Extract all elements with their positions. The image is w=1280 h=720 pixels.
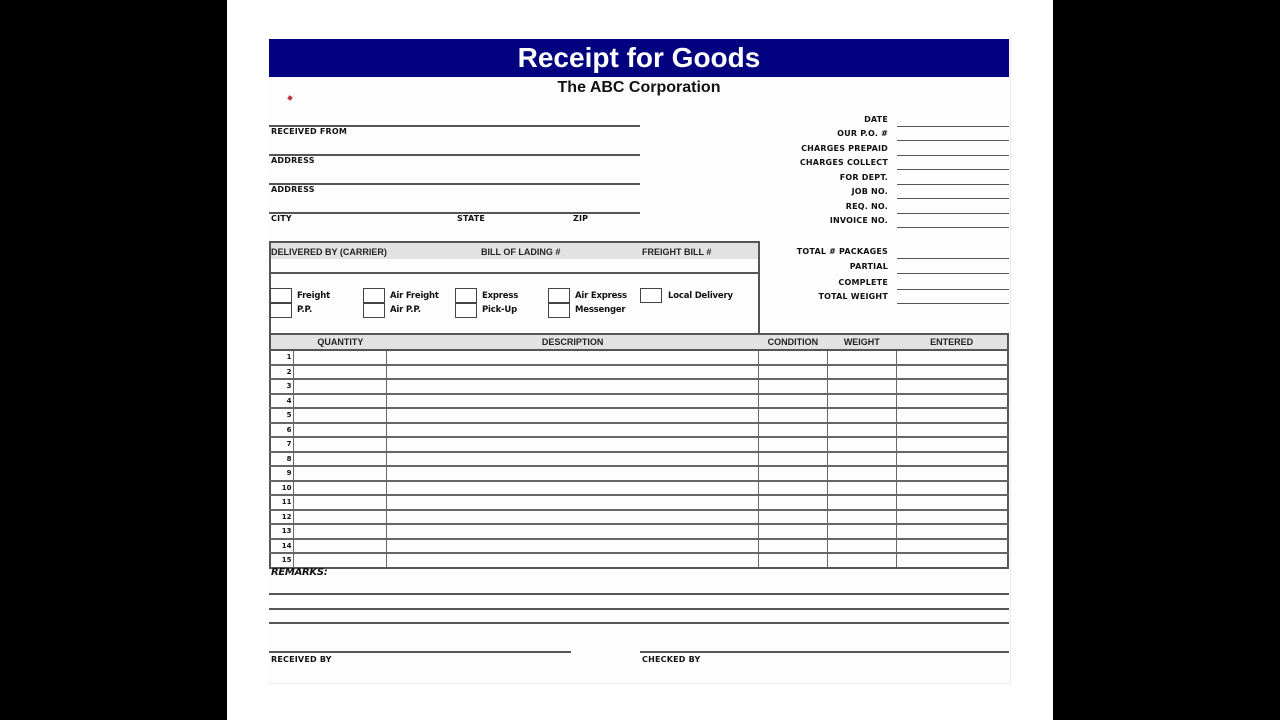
items-table <box>269 333 1009 569</box>
address1-line[interactable] <box>269 154 640 156</box>
messenger-label: Messenger <box>575 305 626 315</box>
freight-label: Freight <box>297 291 330 301</box>
description-header: DESCRIPTION <box>387 334 759 350</box>
charges-prepaid-label: CHARGES PREPAID <box>801 144 888 153</box>
table-row <box>270 539 1008 554</box>
local-delivery-label: Local Delivery <box>668 291 733 301</box>
weight-cell[interactable] <box>827 539 896 554</box>
express-label: Express <box>482 291 519 301</box>
air-express-label: Air Express <box>575 291 627 301</box>
express-checkbox[interactable] <box>455 288 477 303</box>
table-row <box>270 466 1008 481</box>
messenger-checkbox[interactable] <box>548 303 570 318</box>
date-label: DATE <box>864 115 888 124</box>
condition-cell[interactable] <box>758 524 827 539</box>
pp-label: P.P. <box>297 305 312 315</box>
row-number: 12 <box>270 510 294 525</box>
date-field[interactable] <box>897 126 1009 127</box>
condition-cell[interactable] <box>758 495 827 510</box>
table-row <box>270 379 1008 394</box>
quantity-cell[interactable] <box>294 379 387 394</box>
weight-cell[interactable] <box>827 481 896 496</box>
condition-cell[interactable] <box>758 466 827 481</box>
quantity-cell[interactable] <box>294 481 387 496</box>
table-row <box>270 350 1008 365</box>
row-number: 1 <box>270 350 294 365</box>
quantity-cell[interactable] <box>294 350 387 365</box>
checked-by-line[interactable] <box>640 651 1009 653</box>
entered-cell[interactable] <box>896 495 1008 510</box>
condition-cell[interactable] <box>758 539 827 554</box>
entered-cell[interactable] <box>896 452 1008 467</box>
address2-label: ADDRESS <box>271 185 315 194</box>
po-number-label: OUR P.O. # <box>837 129 888 138</box>
description-cell[interactable] <box>387 408 759 423</box>
delivered-by-label: DELIVERED BY (CARRIER) <box>271 247 387 257</box>
freight-bill-label: FREIGHT BILL # <box>642 247 712 257</box>
description-cell[interactable] <box>387 524 759 539</box>
weight-cell[interactable] <box>827 408 896 423</box>
total-packages-label: TOTAL # PACKAGES <box>796 247 888 256</box>
quantity-cell[interactable] <box>294 423 387 438</box>
quantity-header: QUANTITY <box>294 334 387 350</box>
weight-cell[interactable] <box>827 379 896 394</box>
charges-collect-label: CHARGES COLLECT <box>799 158 888 167</box>
table-row <box>270 394 1008 409</box>
table-row <box>270 423 1008 438</box>
remarks-line-2[interactable] <box>269 608 1009 610</box>
total-packages-field[interactable] <box>897 258 1009 259</box>
entered-cell[interactable] <box>896 365 1008 380</box>
description-cell[interactable] <box>387 350 759 365</box>
condition-header: CONDITION <box>758 334 827 350</box>
description-cell[interactable] <box>387 539 759 554</box>
entered-cell[interactable] <box>896 423 1008 438</box>
table-row <box>270 524 1008 539</box>
weight-cell[interactable] <box>827 437 896 452</box>
received-from-label: RECEIVED FROM <box>271 127 348 136</box>
checked-by-label: CHECKED BY <box>642 655 701 664</box>
row-number: 9 <box>270 466 294 481</box>
quantity-cell[interactable] <box>294 466 387 481</box>
pp-checkbox[interactable] <box>270 303 292 318</box>
bill-of-lading-label: BILL OF LADING # <box>481 247 561 257</box>
row-number: 15 <box>270 553 294 568</box>
entered-cell[interactable] <box>896 437 1008 452</box>
condition-cell[interactable] <box>758 510 827 525</box>
condition-cell[interactable] <box>758 437 827 452</box>
received-by-label: RECEIVED BY <box>271 655 332 664</box>
weight-cell[interactable] <box>827 466 896 481</box>
condition-cell[interactable] <box>758 481 827 496</box>
air-pp-label: Air P.P. <box>390 305 421 315</box>
row-number: 6 <box>270 423 294 438</box>
carrier-divider <box>271 272 758 274</box>
row-number: 11 <box>270 495 294 510</box>
table-row <box>270 365 1008 380</box>
req-no-label: REQ. NO. <box>845 202 888 211</box>
carrier-input-row[interactable] <box>271 259 758 272</box>
job-no-label: JOB NO. <box>851 187 888 196</box>
entered-cell[interactable] <box>896 379 1008 394</box>
weight-cell[interactable] <box>827 553 896 568</box>
charges-prepaid-field[interactable] <box>897 155 1009 156</box>
form-title-banner: Receipt for Goods <box>269 39 1009 77</box>
description-cell[interactable] <box>387 553 759 568</box>
weight-cell[interactable] <box>827 524 896 539</box>
remarks-label: REMARKS: <box>271 567 328 578</box>
job-no-field[interactable] <box>897 198 1009 199</box>
weight-cell[interactable] <box>827 452 896 467</box>
charges-collect-field[interactable] <box>897 169 1009 170</box>
row-number: 3 <box>270 379 294 394</box>
entered-cell[interactable] <box>896 350 1008 365</box>
description-cell[interactable] <box>387 365 759 380</box>
partial-field[interactable] <box>897 273 1009 274</box>
description-cell[interactable] <box>387 379 759 394</box>
received-by-line[interactable] <box>269 651 571 653</box>
condition-cell[interactable] <box>758 423 827 438</box>
table-row <box>270 495 1008 510</box>
quantity-cell[interactable] <box>294 553 387 568</box>
condition-cell[interactable] <box>758 408 827 423</box>
row-number: 4 <box>270 394 294 409</box>
table-row <box>270 481 1008 496</box>
weight-cell[interactable] <box>827 423 896 438</box>
table-row <box>270 510 1008 525</box>
entered-cell[interactable] <box>896 466 1008 481</box>
description-cell[interactable] <box>387 423 759 438</box>
quantity-cell[interactable] <box>294 495 387 510</box>
row-number: 7 <box>270 437 294 452</box>
pick-up-label: Pick-Up <box>482 305 517 315</box>
weight-cell[interactable] <box>827 510 896 525</box>
condition-cell[interactable] <box>758 365 827 380</box>
row-number: 5 <box>270 408 294 423</box>
address2-line[interactable] <box>269 183 640 185</box>
row-number: 14 <box>270 539 294 554</box>
quantity-cell[interactable] <box>294 437 387 452</box>
freight-checkbox[interactable] <box>270 288 292 303</box>
pick-up-checkbox[interactable] <box>455 303 477 318</box>
entered-cell[interactable] <box>896 524 1008 539</box>
row-number-header <box>270 334 294 350</box>
air-pp-checkbox[interactable] <box>363 303 385 318</box>
table-row <box>270 553 1008 568</box>
quantity-cell[interactable] <box>294 452 387 467</box>
air-express-checkbox[interactable] <box>548 288 570 303</box>
quantity-cell[interactable] <box>294 394 387 409</box>
total-weight-field[interactable] <box>897 303 1009 304</box>
quantity-cell[interactable] <box>294 539 387 554</box>
for-dept-label: FOR DEPT. <box>839 173 888 182</box>
entered-cell[interactable] <box>896 481 1008 496</box>
table-row <box>270 452 1008 467</box>
for-dept-field[interactable] <box>897 184 1009 185</box>
description-cell[interactable] <box>387 452 759 467</box>
air-freight-label: Air Freight <box>390 291 439 301</box>
condition-cell[interactable] <box>758 394 827 409</box>
description-cell[interactable] <box>387 510 759 525</box>
entered-cell[interactable] <box>896 553 1008 568</box>
condition-cell[interactable] <box>758 350 827 365</box>
total-weight-label: TOTAL WEIGHT <box>818 292 888 301</box>
entered-cell[interactable] <box>896 539 1008 554</box>
table-row <box>270 437 1008 452</box>
quantity-cell[interactable] <box>294 524 387 539</box>
weight-cell[interactable] <box>827 394 896 409</box>
condition-cell[interactable] <box>758 379 827 394</box>
entered-header: ENTERED <box>896 334 1008 350</box>
weight-cell[interactable] <box>827 365 896 380</box>
entered-cell[interactable] <box>896 408 1008 423</box>
entered-cell[interactable] <box>896 510 1008 525</box>
row-number: 8 <box>270 452 294 467</box>
state-label: STATE <box>457 214 486 223</box>
row-number: 2 <box>270 365 294 380</box>
invoice-no-label: INVOICE NO. <box>829 216 888 225</box>
row-number: 13 <box>270 524 294 539</box>
table-row <box>270 408 1008 423</box>
entered-cell[interactable] <box>896 394 1008 409</box>
weight-header: WEIGHT <box>827 334 896 350</box>
air-freight-checkbox[interactable] <box>363 288 385 303</box>
complete-field[interactable] <box>897 289 1009 290</box>
local-delivery-checkbox[interactable] <box>640 288 662 303</box>
remarks-line-1[interactable] <box>269 593 1009 595</box>
city-label: CITY <box>271 214 292 223</box>
condition-cell[interactable] <box>758 553 827 568</box>
quantity-cell[interactable] <box>294 510 387 525</box>
remarks-line-3[interactable] <box>269 622 1009 624</box>
complete-label: COMPLETE <box>838 278 888 287</box>
req-no-field[interactable] <box>897 213 1009 214</box>
table-header-row <box>270 334 1008 350</box>
weight-cell[interactable] <box>827 350 896 365</box>
address1-label: ADDRESS <box>271 156 315 165</box>
po-number-field[interactable] <box>897 140 1009 141</box>
description-cell[interactable] <box>387 466 759 481</box>
quantity-cell[interactable] <box>294 408 387 423</box>
invoice-no-field[interactable] <box>897 227 1009 228</box>
description-cell[interactable] <box>387 394 759 409</box>
description-cell[interactable] <box>387 495 759 510</box>
weight-cell[interactable] <box>827 495 896 510</box>
description-cell[interactable] <box>387 481 759 496</box>
description-cell[interactable] <box>387 437 759 452</box>
row-number: 10 <box>270 481 294 496</box>
partial-label: PARTIAL <box>849 262 888 271</box>
company-name: The ABC Corporation <box>557 79 721 96</box>
condition-cell[interactable] <box>758 452 827 467</box>
quantity-cell[interactable] <box>294 365 387 380</box>
zip-label: ZIP <box>573 214 589 223</box>
